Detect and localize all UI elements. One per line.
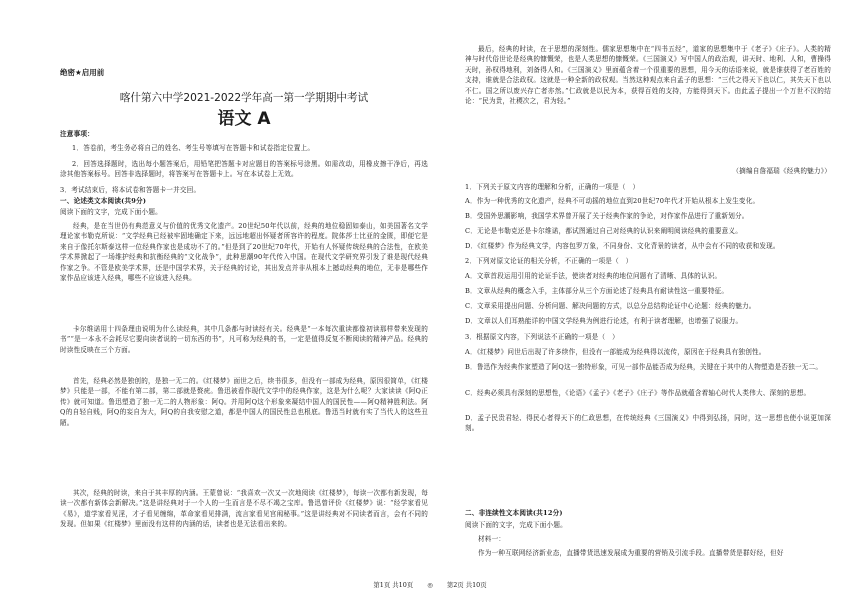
question-3-option-d[interactable]: D．孟子民贵君轻、得民心者得天下的仁政思想，在传统经典《三国演义》中得到弘扬，同时，这一思想也使小说更加深刻。 <box>465 414 831 433</box>
question-1-option-a[interactable]: A．作为一种优秀的文化遗产，经典不可动摇的地位直到20世纪70年代才开始从根本上发生变化。 <box>465 197 760 205</box>
passage-paragraph-5: 最后，经典的时读，在于思想的深刻性。儒家思想集中在“四书五经”，道家的思想集中于《老子》《庄子》。人类的精神与时代俗世论是经典的慷慨荣，也是人类思想的慷慨荣。《三国演义》写中国人的政治观，讲天时、地利、人和，曹操得天时，孙权得地利，刘备得人和。《三国演义》里面蕴含着一个很重要的思想，用今天的话语来说，就是谁获得了老百姓的支持，谁就是合法政权。这就是一种全新的政权观。当然这种观点来自孟子的思想：“三代之得天下也以仁，其失天下也以不仁。国之所以废兴存亡者亦然。”仁政就是以民为本，获得百姓的支持，方能得到天下。由此孟子提出一个万世不汉的结论：“民为贵，社稷次之，君为轻。” <box>465 45 831 106</box>
footer-separator: ◎ <box>427 581 433 589</box>
notes-heading: 注意事项： <box>60 130 94 138</box>
section2-heading: 二、非连续性文本阅读(共12分) <box>465 509 563 517</box>
page-footer <box>0 580 860 589</box>
passage-source: （摘编自詹福瑞《经典的魅力》） <box>732 167 831 175</box>
material-label: 材料一： <box>478 535 506 543</box>
page-number-right: 第2页 共10页 <box>446 581 487 589</box>
section2-instruction: 阅读下面的文字，完成下面小题。 <box>465 521 567 529</box>
question-2-option-a[interactable]: A．文章首段运用引用的论证手法，使读者对经典的地位问题有了清晰、具体的认识。 <box>465 272 722 280</box>
note-item-3: 3．考试结束后，将本试卷和答题卡一并交回。 <box>60 186 201 194</box>
question-2-option-b[interactable]: B．文章从经典的概念入手，主体部分从三个方面论述了经典具有耐读性这一重要特征。 <box>465 287 729 295</box>
subject-title: 语文 A <box>217 109 271 129</box>
question-1-option-c[interactable]: C．无论是韦勒克还是卡尔维诺，都试图通过自己对经典的认识来阐明阅读经典的重要意义。 <box>465 227 742 235</box>
secret-label: 绝密★启用前 <box>60 68 105 77</box>
passage-paragraph-1: 经典，是在当世仍有典范意义与价值的优秀文化遗产。20世纪50年代以前，经典的地位稳固如泰山，如美国著名文学理论家韦勒克所说：“文学经典已经被牢固地确定下来，远远地超出怀疑者所容许的程度。院体莎士比亚的金匮，即便它是来自于像托尔斯泰这样一位经典作家也是成功不了的。”但是到了20世纪70年代，开始有人怀疑传统经典的合法性，在欧美学术界掀起了一场维护经典和抗衡经典的“文化战争”，此种思潮90年代传入中国。在现代文学研究界引发了谁是现代经典作家之争。不管是欧美学术界，还是中国学术界，关于经典的讨论，其出发点并非从根本上撼动经典的地位，无非是哪些作家作品应该进入经典，哪些不应该进入经典。 <box>60 222 428 283</box>
question-3-stem: 3．根据原文内容，下列说法不正确的一项是（ ） <box>465 333 619 341</box>
passage-paragraph-2: 卡尔维诺用十四条理由说明为什么读经典，其中几条都与时读经有关。经典是“一本每次重读都像初读那样带来发现的书”“是一本永不会耗尽它要向读者说的一切东西的书”，凡可称为经典的书，一定是值得反复不断阅读的精神产品。经典的时读性反映在三个方面。 <box>60 325 428 354</box>
material-text: 作为一种互联网经济新业态，直播带货迅速发展成为重要的营销及引流手段。直播带货是群好经，但好 <box>478 549 784 557</box>
question-2-stem: 2．下列对原文论证的相关分析，不正确的一项是（ ） <box>465 257 633 265</box>
passage-paragraph-3: 首先，经典必然是独创的，是独一无二的。《红楼梦》面世之后，续书很多，但没有一部成为经典，原因很简单，《红楼梦》只能是一部，不能有第二部，第二部就是赘疣。鲁迅被看作现代文学中的经典作家，这是为什么呢？大家读读《阿Q正传》就可知道。鲁迅塑造了独一无二的人物形象：阿Q。并用阿Q这个形象来凝结中国人的国民性——阿Q精神胜利法。阿Q的自轻自贱，阿Q的妄自为大，阿Q的自我安慰之道，都是中国人的国民性总也根底。鲁迅当时就有实了当代人的这些丑陋。 <box>60 377 428 427</box>
question-1-option-d[interactable]: D．《红楼梦》作为经典文学，内容包罗万象，不同身份、文化背景的读者，从中会有不同的收获和发现。 <box>465 242 780 250</box>
question-3-option-b[interactable]: B．鲁迅作为经典作家塑造了阿Q这一独特形象，可见一部作品能否成为经典，关键在于其中的人物塑造是否独一无二。 <box>465 363 823 371</box>
question-3-option-a[interactable]: A．《红楼梦》问世后出现了许多续作，但没有一部能成为经典得以流传，原因在于经典具有独创性。 <box>465 348 766 356</box>
question-3-option-c[interactable]: C．经典必须具有深刻的思想性，《论语》《孟子》《老子》《庄子》等作品就蕴含着轴心时代人类伟大、深刻的思想。 <box>465 389 811 397</box>
page-number-left: 第1页 共10页 <box>373 581 414 589</box>
passage-paragraph-4: 其次，经典的时读，来自于其丰厚的内涵。王蒙曾说：“我喜欢一次又一次地阅读《红楼梦》，每读一次都有新发现，每读一次都有新体会新解决。”这是讲经典对于一个人的一生而言是不尽不竭之宝库。鲁迅曾评价《红楼梦》说：“经学家看见《易》，道学家看见淫，才子看见缠绵，革命家看见排满，流言家看见宫闱秘事。”这是讲经典对不同读者而言，会有不同的发现。但如果《红楼梦》里面没有这样的内涵的话，读者也是无法看出来的。 <box>60 489 428 529</box>
question-1-option-b[interactable]: B．受国外思潮影响，我国学术界曾开展了关于经典作家的争论，对作家作品进行了重新划分。 <box>465 212 749 220</box>
section1-heading: 一、论述类文本阅读(共9分) <box>60 197 147 205</box>
question-2-option-c[interactable]: C．文章采用提出问题、分析问题、解决问题的方式，以总分总结构论证中心论题：经典的魅力。 <box>465 302 756 310</box>
note-item-1: 1．答卷前，考生务必将自己的姓名、考生号等填写在答题卡和试卷指定位置上。 <box>72 144 315 152</box>
question-1-stem: 1．下列关于原文内容的理解和分析，正确的一项是（ ） <box>465 183 640 191</box>
section1-instruction: 阅读下面的文字，完成下面小题。 <box>60 208 162 216</box>
note-item-2: 2．回答选择题时，选出每小题答案后，用铅笔把答题卡对应题目的答案标号涂黑。如需改动，用橡皮擦干净后，再选涂其他答案标号。回答非选择题时，将答案写在答题卡上。写在本试卷上无效。 <box>60 160 428 179</box>
question-2-option-d[interactable]: D．文章以人们耳熟能详的中国文学经典为例进行论述，有利于读者理解，也增强了说服力。 <box>465 317 743 325</box>
exam-title: 喀什第六中学2021-2022学年高一第一学期期中考试 <box>119 92 369 104</box>
